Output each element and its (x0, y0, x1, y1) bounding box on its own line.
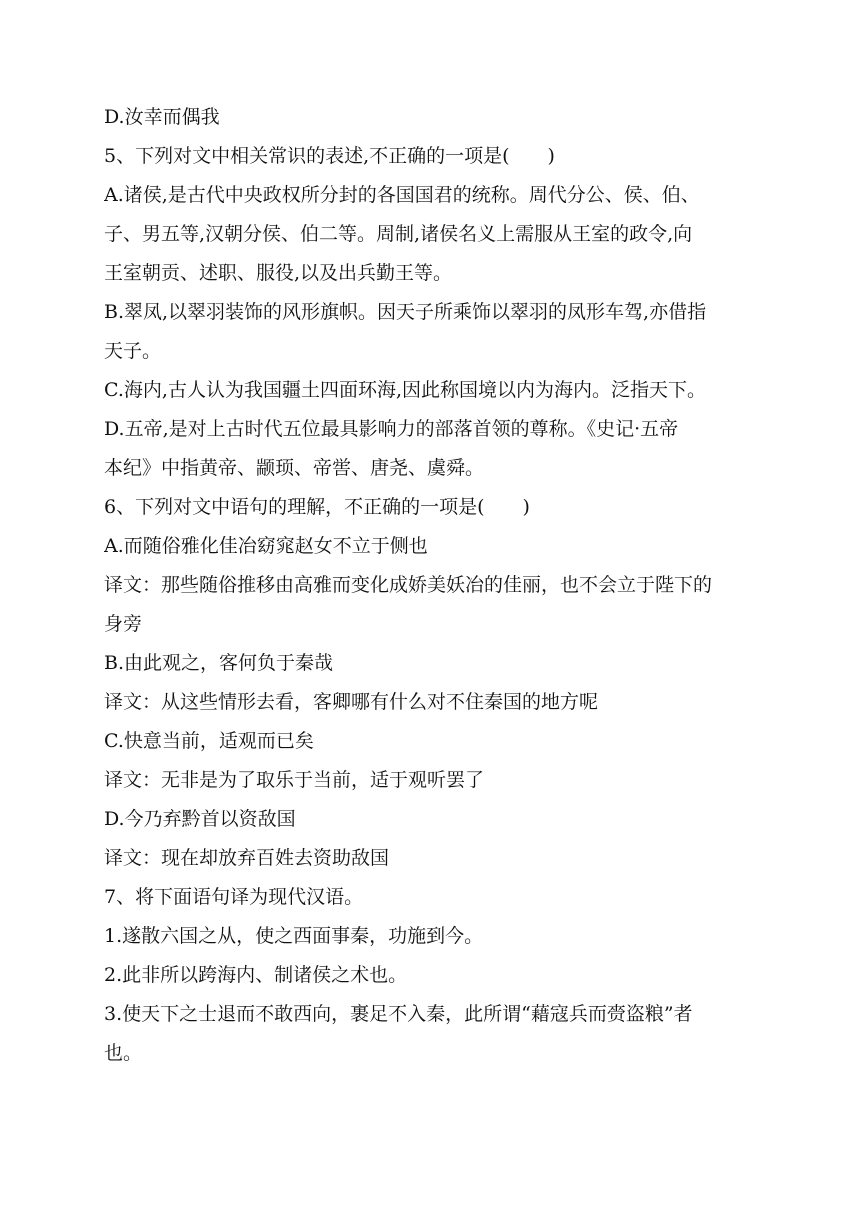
q7-item-3-line-1: 3.使天下之士退而不敢西向，裹足不入秦，此所谓“藉寇兵而赍盗粮”者 (104, 1003, 693, 1025)
q5-option-d-line-1: D.五帝,是对上古时代五位最具影响力的部落首领的尊称。《史记·五帝 (104, 418, 679, 440)
option-d-q4: D.汝幸而偶我 (104, 106, 220, 128)
question-6-stem: 6、下列对文中语句的理解，不正确的一项是( ) (104, 496, 530, 518)
q6-option-d-translation: 译文：现在却放弃百姓去资助敌国 (104, 847, 390, 869)
q6-option-c-translation: 译文：无非是为了取乐于当前，适于观听罢了 (104, 769, 485, 791)
question-5-stem: 5、下列对文中相关常识的表述,不正确的一项是( ) (104, 145, 555, 167)
q7-item-2: 2.此非所以跨海内、制诸侯之术也。 (104, 964, 408, 986)
q5-option-a-line-3: 王室朝贡、述职、服役,以及出兵勤王等。 (104, 262, 453, 284)
q6-option-b: B.由此观之，客何负于秦哉 (104, 652, 334, 674)
q6-option-b-translation: 译文：从这些情形去看，客卿哪有什么对不住秦国的地方呢 (104, 691, 599, 713)
q7-item-3-line-2: 也。 (104, 1042, 143, 1064)
q5-option-b-line-2: 天子。 (104, 340, 162, 362)
q5-option-b-line-1: B.翠凤,以翠羽装饰的风形旗帜。因天子所乘饰以翠羽的凤形车驾,亦借指 (104, 301, 707, 323)
q5-option-a-line-2: 子、男五等,汉朝分侯、伯二等。周制,诸侯名义上需服从王室的政令,向 (104, 223, 693, 245)
q5-option-c: C.海内,古人认为我国疆土四面环海,因此称国境以内为海内。泛指天下。 (104, 379, 706, 401)
q6-option-a-translation-line-1: 译文：那些随俗推移由高雅而变化成娇美妖冶的佳丽，也不会立于陛下的 (104, 574, 713, 596)
q5-option-d-line-2: 本纪》中指黄帝、颛顼、帝喾、唐尧、虞舜。 (104, 457, 485, 479)
q6-option-c: C.快意当前，适观而已矣 (104, 730, 314, 752)
q6-option-d: D.今乃弃黔首以资敌国 (104, 808, 296, 830)
q7-item-1: 1.遂散六国之从，使之西面事秦，功施到今。 (104, 925, 484, 947)
document-page (104, 98, 756, 1073)
question-7-stem: 7、将下面语句译为现代汉语。 (104, 886, 364, 908)
q5-option-a-line-1: A.诸侯,是古代中央政权所分封的各国国君的统称。周代分公、侯、伯、 (104, 184, 700, 206)
q6-option-a-translation-line-2: 身旁 (104, 613, 143, 635)
q6-option-a: A.而随俗雅化佳冶窈窕赵女不立于侧也 (104, 535, 428, 557)
